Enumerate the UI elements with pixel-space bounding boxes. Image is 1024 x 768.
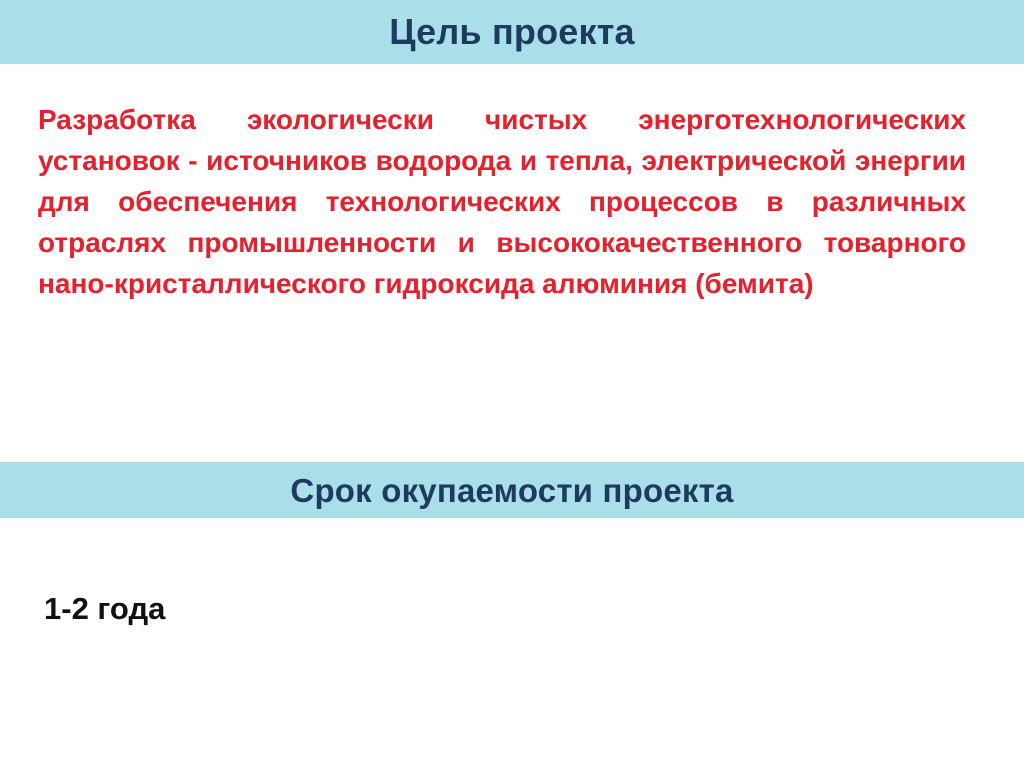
payback-header-band bbox=[0, 462, 1024, 518]
payback-value: 1-2 года bbox=[44, 591, 166, 626]
payback-title: Срок окупаемости проекта bbox=[290, 471, 734, 509]
goal-title: Цель проекта bbox=[389, 11, 635, 52]
goal-description: Разработка экологически чистых энерготехнологических установок - источников водорода и тепла, электрической энергии для обеспечения технологических процессов в различных отраслях промышленности и высококачественного товарного нано-кристаллического гидроксида алюминия (бемита) bbox=[38, 104, 966, 299]
goal-header-band bbox=[0, 0, 1024, 64]
